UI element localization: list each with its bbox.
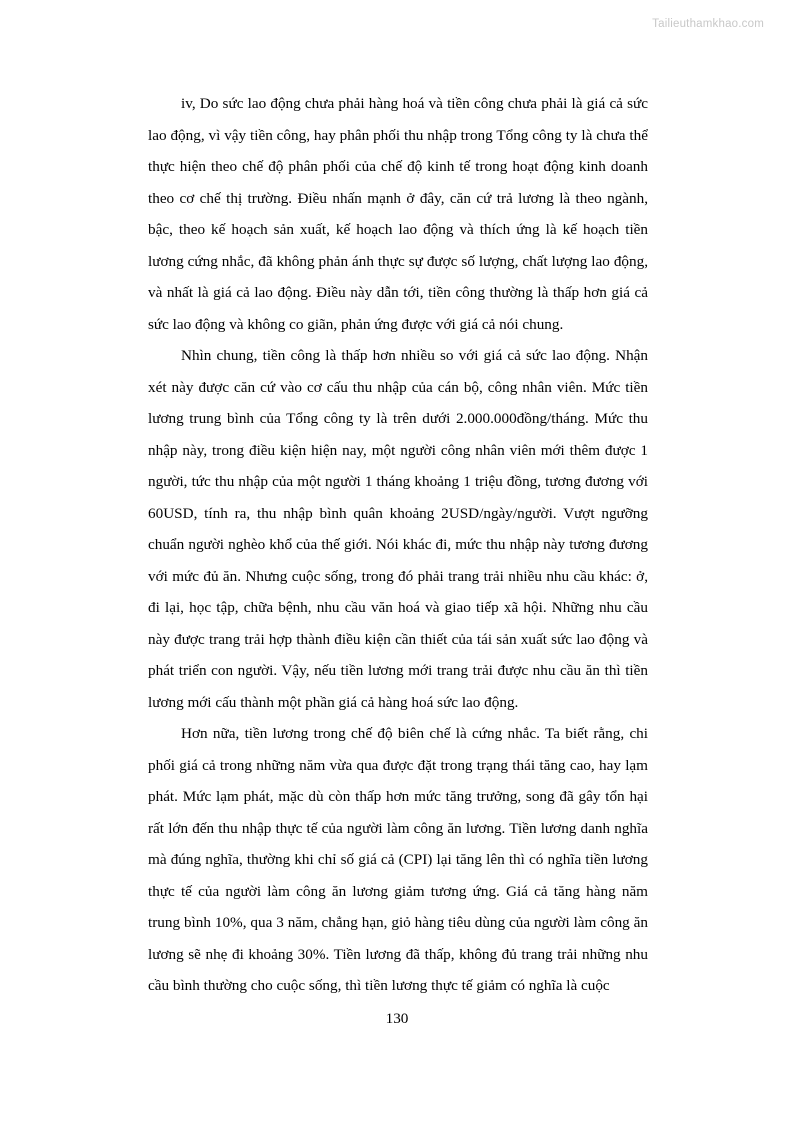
paragraph: Nhìn chung, tiền công là thấp hơn nhiều so với giá cả sức lao động. Nhận xét này được căn cứ vào cơ cấu thu nhập của cán bộ, công nhân viên. Mức tiền lương trung bình của Tổng công ty là trên dưới 2.000.000đồng/tháng. Mức thu nhập này, trong điều kiện hiện nay, một người công nhân viên mới thêm được 1 người, tức thu nhập của một người 1 tháng khoảng 1 triệu đồng, tương đương với 60USD, tính ra, thu nhập bình quân khoảng 2USD/ngày/người. Vượt ngưỡng chuẩn người nghèo khổ của thế giới. Nói khác đi, mức thu nhập này tương đương với mức đủ ăn. Nhưng cuộc sống, trong đó phải trang trải nhiều nhu cầu khác: ở, đi lại, học tập, chữa bệnh, nhu cầu văn hoá và giao tiếp xã hội. Những nhu cầu này được trang trải hợp thành điều kiện cần thiết của tái sản xuất sức lao động và phát triển con người. Vậy, nếu tiền lương mới trang trải được nhu cầu ăn thì tiền lương mới cấu thành một phần giá cả hàng hoá sức lao động. bbox=[148, 347, 648, 711]
paragraph: iv, Do sức lao động chưa phải hàng hoá và tiền công chưa phải là giá cả sức lao động, vì vậy tiền công, hay phân phối thu nhập trong Tổng công ty là chưa thể thực hiện theo chế độ phân phối của chế độ kinh tế trong hoạt động kinh doanh theo cơ chế thị trường. Điều nhấn mạnh ở đây, căn cứ trả lương là theo ngành, bậc, theo kế hoạch sản xuất, kế hoạch lao động và thích ứng là kế hoạch tiền lương cứng nhắc, đã không phản ánh thực sự được số lượng, chất lượng lao động, và nhất là giá cả lao động. Điều này dẫn tới, tiền công thường là thấp hơn giá cả sức lao động và không co giãn, phản ứng được với giá cả nói chung. bbox=[148, 95, 648, 333]
page-number: 130 bbox=[385, 1010, 409, 1027]
paragraph: Hơn nữa, tiền lương trong chế độ biên chế là cứng nhắc. Ta biết rằng, chi phối giá cả trong những năm vừa qua được đặt trong trạng thái tăng cao, hay lạm phát. Mức lạm phát, mặc dù còn thấp hơn mức tăng trưởng, song đã gây tổn hại rất lớn đến thu nhập thực tế của người làm công ăn lương. Tiền lương danh nghĩa mà đúng nghĩa, thường khi chỉ số giá cả (CPI) lại tăng lên thì có nghĩa tiền lương thực tế của người làm công ăn lương giảm tương ứng. Giá cả tăng hàng năm trung bình 10%, qua 3 năm, chẳng hạn, giỏ hàng tiêu dùng của người làm công ăn lương sẽ nhẹ đi khoảng 30%. Tiền lương đã thấp, không đủ trang trải những nhu cầu bình thường cho cuộc sống, thì tiền lương thực tế giảm có nghĩa là cuộc bbox=[148, 725, 648, 994]
watermark-text: Tailieuthamkhao.com bbox=[652, 18, 764, 30]
document-body bbox=[148, 88, 648, 1002]
